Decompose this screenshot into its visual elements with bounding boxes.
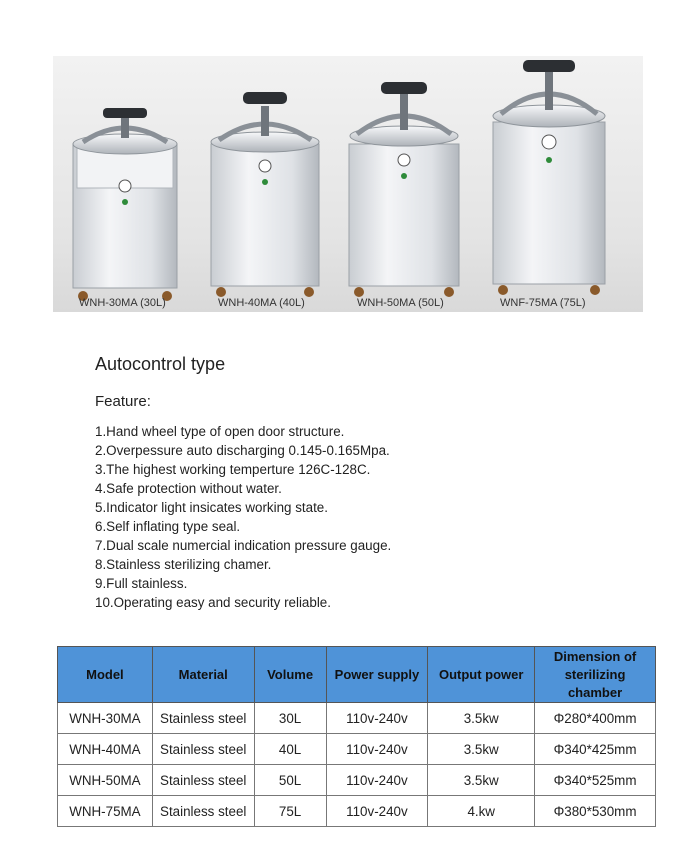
autoclave-30l	[73, 108, 177, 301]
feature-item: 1.Hand wheel type of open door structure.	[95, 424, 345, 439]
feature-item: 9.Full stainless.	[95, 576, 188, 591]
table-row	[58, 765, 656, 796]
feature-item: 2.Overpessure auto discharging 0.145-0.165Mpa.	[95, 443, 390, 458]
feature-heading: Feature:	[95, 393, 151, 410]
cell-power-supply: 110v-240v	[326, 703, 428, 734]
table-row	[58, 796, 656, 827]
autoclave-50l	[349, 82, 459, 297]
cell-material: Stainless steel	[152, 765, 254, 796]
cell-dimension: Φ340*525mm	[535, 765, 656, 796]
cell-dimension: Φ380*530mm	[535, 796, 656, 827]
cell-output-power: 4.kw	[428, 796, 535, 827]
cell-power-supply: 110v-240v	[326, 796, 428, 827]
cell-material: Stainless steel	[152, 703, 254, 734]
feature-item: 7.Dual scale numercial indication pressure gauge.	[95, 538, 392, 553]
header-power-supply: Power supply	[326, 647, 428, 703]
cell-power-supply: 110v-240v	[326, 765, 428, 796]
feature-item: 3.The highest working temperture 126C-128C.	[95, 462, 371, 477]
table-row	[58, 703, 656, 734]
table-row	[58, 734, 656, 765]
cell-dimension: Φ280*400mm	[535, 703, 656, 734]
cell-power-supply: 110v-240v	[326, 734, 428, 765]
autoclave-75l	[493, 60, 605, 295]
page-title: Autocontrol type	[95, 354, 226, 374]
header-model: Model	[58, 647, 153, 703]
cell-output-power: 3.5kw	[428, 703, 535, 734]
cell-model: WNH-75MA	[58, 796, 153, 827]
cell-model: WNH-40MA	[58, 734, 153, 765]
feature-list	[95, 422, 391, 612]
caption-wnh-30ma: WNH-30MA (30L)	[79, 297, 166, 309]
header-output-power: Output power	[428, 647, 535, 703]
spec-table	[57, 646, 656, 827]
cell-volume: 30L	[254, 703, 326, 734]
product-banner	[53, 56, 643, 312]
autoclave-40l	[211, 92, 319, 297]
header-dimension: Dimension of sterilizing chamber	[535, 647, 656, 703]
header-material: Material	[152, 647, 254, 703]
table-header-row	[58, 647, 656, 703]
feature-item: 10.Operating easy and security reliable.	[95, 595, 331, 610]
feature-item: 5.Indicator light insicates working state.	[95, 500, 328, 515]
cell-output-power: 3.5kw	[428, 734, 535, 765]
cell-dimension: Φ340*425mm	[535, 734, 656, 765]
cell-volume: 40L	[254, 734, 326, 765]
caption-wnh-50ma: WNH-50MA (50L)	[357, 297, 444, 309]
cell-volume: 50L	[254, 765, 326, 796]
cell-output-power: 3.5kw	[428, 765, 535, 796]
cell-model: WNH-50MA	[58, 765, 153, 796]
autoclave-illustrations	[53, 56, 643, 312]
cell-model: WNH-30MA	[58, 703, 153, 734]
cell-material: Stainless steel	[152, 734, 254, 765]
cell-material: Stainless steel	[152, 796, 254, 827]
feature-item: 8.Stainless sterilizing chamer.	[95, 557, 272, 572]
cell-volume: 75L	[254, 796, 326, 827]
caption-wnf-75ma: WNF-75MA (75L)	[500, 297, 586, 309]
caption-wnh-40ma: WNH-40MA (40L)	[218, 297, 305, 309]
header-volume: Volume	[254, 647, 326, 703]
feature-item: 6.Self inflating type seal.	[95, 519, 241, 534]
feature-item: 4.Safe protection without water.	[95, 481, 282, 496]
